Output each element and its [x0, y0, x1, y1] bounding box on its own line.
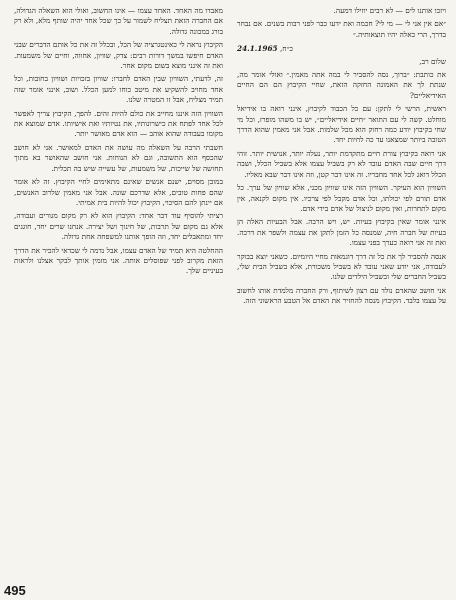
paragraph: חשבתי הרבה על השאלה מה עושה את האדם למאושר. אני לא חושב שהכסף הוא התשובה, וגם לא הנוחות. אני חושב שהאושר בא מתוך תחושה של שייכות, של משמעות, של עשייה שיש בה תכלית.	[14, 142, 223, 173]
dateline-prefix: כ״ח,	[277, 44, 293, 54]
paragraph: זה, לדעתי, השוויון שבין האדם לחברו: שוויון בזכויות ושוויון בחובות, וכל אחד מחויב להשקיע את מיטב כוחו למען הכלל. ושוב, אינני אומר שזה תמיד מצליח, אבל זו המטרה שלנו.	[14, 74, 223, 105]
paragraph: במובן מסוים, ישנם אנשים שאינם מתאימים לחיי הקיבוץ. זה לא אומר שהם פחות טובים, אלא שדרכם שונה. אבל אני מאמין שלרוב האנשים, אם יינתן להם הסיכוי, הקיבוץ יכול להיות בית אמיתי.	[14, 177, 223, 207]
paragraph: ״אם אין אני לי — מי לי? חכמה ואת ידעו כבר לפני רבות בשנים. אם נבחר בדרך, הרי כאלה יהיו תוצאותיה.״	[237, 19, 446, 39]
letter-dateline	[237, 44, 446, 54]
paragraph: אינני אומר שאין בקיבוץ בעיות. יש, ויש הרבה. אבל הבעיות האלה הן בעיות של חברה חיה, שמנסה כל הזמן לתקן את עצמה ולשפר את דרכה. ואת זה אני רואה כערך בפני עצמו.	[237, 217, 446, 248]
paragraph: ראשית, הרשי לי לתקן: עם כל הכבוד לקיבוץ, אינני רואה בו אידיאל מוחלט. קשה לי עם התואר ״חיים אידיאליים״, יש בו משהו מופרז, וכל מי שחי בקיבוץ יודע כמה רחוק הוא מכל שלמות. אבל אני מאמין שהוא הדרך הטובה ביותר שמצאנו עד כה לחיות יחד.	[237, 104, 446, 145]
right-column	[237, 6, 446, 584]
left-column	[14, 6, 223, 584]
paragraph: השוויון הוא העיקר. השוויון הזה אינו שוויון מכני, אלא שוויון של ערך. כל אדם תורם לפי יכולתו, וכל אדם מקבל לפי צרכיו. אין מקום לקנאה, אין מקום לתחרות, ואין מקום לניצול של אדם בידי אדם.	[237, 183, 446, 213]
document-page	[14, 6, 446, 586]
column-gutter	[230, 6, 231, 584]
paragraph: ההחלטה היא תמיד של האדם עצמו, אבל נדמה לי שכדאי להכיר את הדרך הזאת מקרוב לפני שפוסלים אותה. אני מזמין אותך לבקר אצלנו ולראות בעיניים שלך.	[14, 245, 223, 276]
letter-date: 24.1.1965	[237, 44, 278, 54]
paragraph: רציתי להוסיף עוד דבר אחד: הקיבוץ הוא לא רק מקום מגורים ועבודה, אלא גם מקום של תרבות, של חינוך ושל יצירה. אנחנו שרים יחד, חוגגים יחד ומתאבלים יחד, וזה הופך אותנו למשפחה אחת גדולה.	[14, 211, 223, 242]
paragraph: את כותבת: ״ברוך, נסה להסביר לי במה אתה מאמין.״ ואולי אומר מה, שנתת לך את האמונה החזקה הזאת, שחיי הקיבוץ הם הם החיים האידיאליים?	[237, 70, 446, 100]
paragraph: אני רואה בקיבוץ צורת חיים מתקדמת יותר, נעלה יותר, אנושית יותר. זוהי דרך חיים שבה האדם עובד לא רק בשביל עצמו אלא בשביל הכלל, ושבה הכלל דואג לכל אחד מחבריו. זה אינו דבר קטן, וזה אינו דבר שבא מאליו.	[237, 148, 446, 179]
paragraph: אנסה להסביר לך את כל זה דרך דוגמאות מחיי היומיום. כשאני יוצא בבוקר לעבודה, אני יודע שאני עובד לא בשביל משכורת, אלא בשביל הבית שלי, בשביל החברים שלי ובשביל הילדים שלנו.	[237, 251, 446, 282]
paragraph: השוויון הזה איננו מחייב את כולם להיות זהים. להפך, הקיבוץ צריך לאפשר לכל אחד לפתח את כישרונותיו, את נטיותיו ואת אישיותו. אדם שמוצא את מקומו בעבודה שהוא אוהב — הוא אדם מאושר יותר.	[14, 108, 223, 139]
paragraph: הקיבוץ נראה לי כאינטגרציה של הכל, ובכלל זה את כל אותם הדברים שבני האדם חיפשו במשך דורות רבים: צדק, שוויון, אחווה, וחיים של משמעות. ואת זה אינני מוצא בשום מקום אחר.	[14, 40, 223, 71]
paragraph: אני חושב שהאדם נולד עם רצון לשיתוף, ורק החברה מלמדת אותו לחשוב על עצמו בלבד. הקיבוץ מנסה להחזיר את האדם אל הטבע הראשוני הזה.	[237, 285, 446, 306]
paragraph: מאבדו מה האחד. האחד עצמו — אינו החשוב, ואולי הוא השאלה הגדולה, אם החברה הזאת תצליח לשמור על כך שכל אחד יהיה שותף מלא, ולא רק בורג במכונה גדולה.	[14, 6, 223, 36]
page-number: 495	[4, 583, 26, 598]
paragraph: ויזכו אותנו לים — לא רבים יוזילו דמעה.	[333, 6, 446, 15]
letter-salutation: שלום רב,	[419, 56, 446, 66]
